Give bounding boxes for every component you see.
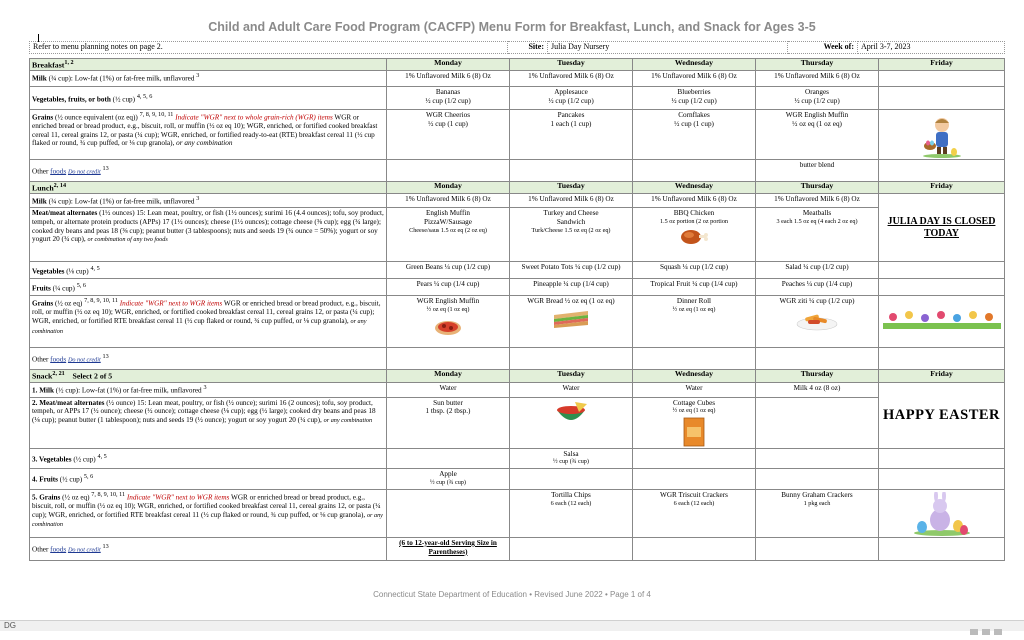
menu-cell[interactable]: [879, 160, 1005, 182]
menu-cell[interactable]: [756, 348, 879, 370]
lunch-grains-row: Grains (½ oz eq) $^{7, 8, 9, 10, 11}$ Indicate "WGR" next to WGR items WGR or enriched bread or bread product, e.g., biscuit, roll, or muffin (½ oz eq 10); WGR, enriched, or fortified cooked breakfast cereal 11, cereal grains 12, or pasta (¼ cup); WGR, enriched, or fortified RTE breakfast cereal 11 (½ cup flaked or round, ¾ cup puffed, or ⅛ cup granola), or any combination WGR English Muffin ½ oz eq (1 oz eq) WGR Bread ½ oz eq (1 oz eq) Dinner Roll ½ oz eq (1 oz eq) WGR ziti ¼ cup (1/2 cup): [30, 296, 1005, 348]
menu-cell[interactable]: [633, 537, 756, 560]
menu-cell[interactable]: Cornflakes ½ cup (1 cup): [633, 110, 756, 160]
menu-cell[interactable]: [879, 382, 1005, 448]
menu-cell[interactable]: [510, 537, 633, 560]
snack-veg-row: 3. Vegetables (½ cup) $^{4, 5}$ Salsa ½ cup (¾ cup): [30, 448, 1005, 468]
menu-cell[interactable]: [387, 448, 510, 468]
serving-size-note: (6 to 12-year-old Serving Size in Parentheses): [387, 537, 510, 560]
day-header: Tuesday: [510, 370, 633, 382]
flowers-clipart: [883, 307, 1001, 329]
menu-cell[interactable]: Oranges ½ cup (1/2 cup): [756, 87, 879, 110]
menu-cell[interactable]: English Muffin PizzaW/Sausage Cheese/saus 1.5 oz eq (2 oz eq): [387, 208, 510, 262]
menu-cell[interactable]: WGR English Muffin ½ oz eq (1 oz eq): [387, 296, 510, 348]
menu-cell[interactable]: [879, 489, 1005, 537]
menu-cell[interactable]: Salad ¼ cup (1/2 cup): [756, 262, 879, 279]
breakfast-title: Breakfast: [32, 60, 65, 70]
menu-table: [29, 58, 1005, 561]
menu-cell[interactable]: [879, 537, 1005, 560]
page-title: Child and Adult Care Food Program (CACFP) Menu Form for Breakfast, Lunch, and Snack for Ages 3-5: [208, 20, 816, 34]
snack-select-note: Select 2 of 5: [72, 371, 113, 381]
menu-cell[interactable]: Tortilla Chips 6 each (12 each): [510, 489, 633, 537]
menu-cell[interactable]: Sweet Potato Tots ¼ cup (1/2 cup): [510, 262, 633, 279]
menu-cell[interactable]: Applesauce ½ cup (1/2 cup): [510, 87, 633, 110]
easter-boy-clipart: [921, 112, 963, 158]
sandwich-clipart: [551, 307, 591, 329]
lunch-fruits-row: Fruits (¼ cup) $^{5, 6}$ Pears ¼ cup (1/4 cup) Pineapple ¼ cup (1/4 cup) Tropical Fruit ¼ cup (1/4 cup) Peaches ¼ cup (1/4 cup): [30, 279, 1005, 296]
breakfast-grains-row: Grains (½ ounce equivalent (oz eq)) $^{7, 8, 9, 10, 11}$ Indicate "WGR" next to whole grain-rich (WGR) items WGR or enriched bread or bread product, e.g., biscuit, roll, or muffin (½ oz eq 10); WGR, enriched, or fortified cooked breakfast cereal 11, cereal grains 12, or pasta (¼ cup); WGR, enriched, or fortified ready-to-eat (RTE) breakfast cereal 11 (½ cup flaked or round, ¾ cup puffed, or ⅛ cup granola), or any combination WGR Cheerios ½ cup (1 cup) Pancakes 1 each (1 cup) Cornflakes ½ cup (1 cup) WGR English Muffin ½ oz eq (1 oz eq): [30, 110, 1005, 160]
week-field[interactable]: April 3-7, 2023: [858, 42, 1005, 54]
lunch-meat-row: Meat/meat alternates (1½ ounces) 15: Lean meat, poultry, or fish (1½ ounces); surimi 16 (4.4 ounces); tofu, soy product, tempeh, or alternate protein products (APPs) 17 (1½ ounces); cheese (1½ ounces); cottage cheese (⅜ cup); egg (¾ large); cooked dry beans and peas 18 (⅜ cup); peanut butter (3 tablespoons); nuts and seeds 19 (¾ ounce = 50%); yogurt or soy yogurt 20 (¾ cup), or combination of any two foods English Muffin PizzaW/Sausage Cheese/saus 1.5 oz eq (2 oz eq) Turkey and Cheese Sandwich Turk/Cheese 1.5 oz eq (2 oz eq) BBQ Chicken 1.5 oz portion (2 oz portion Meatballs 3 each 1.5 oz eq (4 each 2 oz eq): [30, 208, 1005, 262]
menu-cell[interactable]: Meatballs 3 each 1.5 oz eq (4 each 2 oz eq): [756, 208, 879, 262]
menu-cell[interactable]: [510, 160, 633, 182]
menu-cell[interactable]: 1% Unflavored Milk 6 (8) Oz: [387, 194, 510, 208]
closed-notice: JULIA DAY IS CLOSED TODAY: [887, 215, 996, 239]
menu-cell[interactable]: BBQ Chicken 1.5 oz portion (2 oz portion: [633, 208, 756, 262]
menu-cell[interactable]: [387, 489, 510, 537]
lunch-title: Lunch: [32, 183, 54, 193]
chicken-leg-clipart: [679, 228, 709, 246]
view-buttons[interactable]: [966, 622, 1006, 628]
menu-cell[interactable]: 1% Unflavored Milk 6 (8) Oz: [510, 71, 633, 87]
menu-cell[interactable]: [879, 71, 1005, 87]
menu-cell[interactable]: WGR ziti ¼ cup (1/2 cup): [756, 296, 879, 348]
menu-cell[interactable]: [879, 279, 1005, 296]
breakfast-milk-row: Milk (¾ cup): Low-fat (1%) or fat-free milk, unflavored $^3$ 1% Unflavored Milk 6 (8) Oz 1% Unflavored Milk 6 (8) Oz 1% Unflavored Milk 6 (8) Oz 1% Unflavored Milk 6 (8) Oz: [30, 71, 1005, 87]
site-field[interactable]: Julia Day Nursery: [548, 42, 788, 54]
day-header: Wednesday: [633, 182, 756, 194]
menu-cell[interactable]: Water: [633, 382, 756, 397]
menu-cell[interactable]: [633, 348, 756, 370]
menu-cell[interactable]: Pears ¼ cup (1/4 cup): [387, 279, 510, 296]
menu-note: Refer to menu planning notes on page 2.: [30, 42, 508, 54]
menu-cell[interactable]: Green Beans ¼ cup (1/2 cup): [387, 262, 510, 279]
menu-cell[interactable]: [633, 468, 756, 489]
menu-cell[interactable]: Cottage Cubes ½ oz eq (1 oz eq): [633, 397, 756, 448]
day-header: Thursday: [756, 182, 879, 194]
menu-cell[interactable]: Bunny Graham Crackers 1 pkg each: [756, 489, 879, 537]
menu-cell[interactable]: Blueberries ½ cup (1/2 cup): [633, 87, 756, 110]
menu-cell[interactable]: [879, 262, 1005, 279]
menu-cell[interactable]: [633, 160, 756, 182]
menu-cell[interactable]: 1% Unflavored Milk 6 (8) Oz: [510, 194, 633, 208]
salsa-chips-clipart: [551, 400, 591, 430]
snack-meat-row: 2. Meat/meat alternates (½ ounce) 15: Lean meat, poultry, or fish (½ ounce); surimi 16 (2 ounces); tofu, soy product, tempeh, or APPs 17 (½ ounce); cheese (½ ounce); cottage cheese (⅛ cup); egg (½ large); cooked dry beans and peas 18 (⅛ cup); peanut butter (1 tablespoon); nuts and seeds 19 (½ ounce); yogurt or soy yogurt 20 (¼ cup), or any combination Sun butter 1 tbsp. (2 tbsp.) Cottage Cubes ½ oz eq (1 oz eq): [30, 397, 1005, 448]
menu-cell[interactable]: [510, 468, 633, 489]
day-header: Wednesday: [633, 370, 756, 382]
menu-cell[interactable]: 1% Unflavored Milk 6 (8) Oz: [756, 71, 879, 87]
menu-cell[interactable]: [879, 448, 1005, 468]
menu-cell[interactable]: [879, 348, 1005, 370]
page-footer: Connecticut State Department of Education • Revised June 2022 • Page 1 of 4: [373, 590, 651, 599]
menu-cell[interactable]: [510, 348, 633, 370]
day-header: Thursday: [756, 370, 879, 382]
day-header: Wednesday: [633, 59, 756, 71]
menu-cell[interactable]: [510, 397, 633, 448]
menu-cell[interactable]: [633, 448, 756, 468]
menu-cell[interactable]: Squash ¼ cup (1/2 cup): [633, 262, 756, 279]
menu-cell[interactable]: Pineapple ¼ cup (1/4 cup): [510, 279, 633, 296]
cracker-box-clipart: [683, 417, 705, 447]
day-header: Friday: [879, 182, 1005, 194]
site-label: Site:: [508, 42, 548, 54]
day-header: Tuesday: [510, 59, 633, 71]
menu-cell[interactable]: [756, 468, 879, 489]
menu-cell[interactable]: 1% Unflavored Milk 6 (8) Oz: [756, 194, 879, 208]
menu-cell[interactable]: [879, 468, 1005, 489]
day-header: Monday: [387, 59, 510, 71]
snack-milk-row: 1. Milk (½ cup): Low-fat (1%) or fat-free milk, unflavored $^3$ Water Water Water Milk 4 oz (8 oz) HAPPY EASTER: [30, 382, 1005, 397]
menu-cell[interactable]: Peaches ¼ cup (1/4 cup): [756, 279, 879, 296]
menu-cell[interactable]: [756, 537, 879, 560]
menu-cell[interactable]: Bananas ½ cup (1/2 cup): [387, 87, 510, 110]
menu-cell[interactable]: [756, 397, 879, 448]
menu-cell[interactable]: 1% Unflavored Milk 6 (8) Oz: [633, 71, 756, 87]
menu-cell[interactable]: [879, 296, 1005, 348]
menu-cell[interactable]: [879, 87, 1005, 110]
breakfast-veg-row: Vegetables, fruits, or both (½ cup) $^{4, 5, 6}$ Bananas ½ cup (1/2 cup) Applesauce ½ cup (1/2 cup) Blueberries ½ cup (1/2 cup) Oranges ½ cup (1/2 cup): [30, 87, 1005, 110]
menu-cell[interactable]: WGR Triscuit Crackers 6 each (12 each): [633, 489, 756, 537]
snack-title: Snack: [32, 371, 53, 381]
menu-cell[interactable]: 1% Unflavored Milk 6 (8) Oz: [633, 194, 756, 208]
menu-cell[interactable]: Milk 4 oz (8 oz): [756, 382, 879, 397]
menu-cell[interactable]: Apple ½ cup (¾ cup): [387, 468, 510, 489]
menu-cell[interactable]: Water: [510, 382, 633, 397]
header-table: [29, 41, 1005, 54]
snack-fruits-row: 4. Fruits (½ cup) $^{5, 6}$ Apple ½ cup (¾ cup): [30, 468, 1005, 489]
day-header: Friday: [879, 370, 1005, 382]
pasta-clipart: [795, 307, 839, 331]
menu-cell[interactable]: Turkey and Cheese Sandwich Turk/Cheese 1.5 oz eq (2 oz eq): [510, 208, 633, 262]
menu-cell[interactable]: butter blend: [756, 160, 879, 182]
menu-cell[interactable]: Salsa ½ cup (¾ cup): [510, 448, 633, 468]
menu-cell[interactable]: Tropical Fruit ¼ cup (1/4 cup): [633, 279, 756, 296]
day-header: Monday: [387, 182, 510, 194]
week-label: Week of:: [788, 42, 858, 54]
happy-easter-text: HAPPY EASTER: [882, 407, 1001, 424]
menu-cell[interactable]: Dinner Roll ½ oz eq (1 oz eq): [633, 296, 756, 348]
day-header: Monday: [387, 370, 510, 382]
breakfast-other-row: Other foods Do not credit $^{13}$ butter blend: [30, 160, 1005, 182]
easter-bunny-clipart: [912, 492, 972, 536]
snack-header-row: Snack$^{2, 21}$ Select 2 of 5 Monday Tuesday Wednesday Thursday Friday: [30, 370, 1005, 382]
breakfast-header-row: Breakfast$^{1, 2}$ Monday Tuesday Wednesday Thursday Friday: [30, 59, 1005, 71]
day-header: Friday: [879, 59, 1005, 71]
menu-cell[interactable]: [756, 448, 879, 468]
menu-cell[interactable]: WGR Bread ½ oz eq (1 oz eq): [510, 296, 633, 348]
snack-grains-row: 5. Grains (½ oz eq) $^{7, 8, 9, 10, 11}$ Indicate "WGR" next to WGR items WGR or enriched bread or bread product, e.g., biscuit, roll, or muffin (½ oz eq 10); WGR, enriched, or fortified cooked breakfast cereal 11, cereal grains 12, or pasta (¼ cup); WGR, enriched, or fortified RTE breakfast cereal 11 (½ cup flaked or round, ¾ cup puffed, or ⅛ cup granola), or any combination Tortilla Chips 6 each (12 each) WGR Triscuit Crackers 6 each (12 each) Bunny Graham Crackers 1 pkg each: [30, 489, 1005, 537]
menu-cell[interactable]: Sun butter 1 tbsp. (2 tbsp.): [387, 397, 510, 448]
menu-cell[interactable]: 1% Unflavored Milk 6 (8) Oz: [387, 71, 510, 87]
day-header: Thursday: [756, 59, 879, 71]
day-header: Tuesday: [510, 182, 633, 194]
lunch-header-row: Lunch$^{2, 14}$ Monday Tuesday Wednesday Thursday Friday: [30, 182, 1005, 194]
status-bar: [0, 620, 1024, 631]
lunch-milk-row: Milk (¾ cup): Low-fat (1%) or fat-free milk, unflavored $^3$ 1% Unflavored Milk 6 (8) Oz 1% Unflavored Milk 6 (8) Oz 1% Unflavored Milk 6 (8) Oz 1% Unflavored Milk 6 (8) Oz JULIA DAY IS CLOSED TODAY: [30, 194, 1005, 208]
lunch-other-row: Other foods Do not credit $^{13}$: [30, 348, 1005, 370]
status-bar-left: DG: [4, 621, 16, 630]
menu-cell[interactable]: Pancakes 1 each (1 cup): [510, 110, 633, 160]
menu-cell[interactable]: [879, 110, 1005, 160]
menu-cell[interactable]: [879, 194, 1005, 262]
menu-cell[interactable]: [387, 348, 510, 370]
snack-other-row: Other foods Do not credit $^{13}$ (6 to 12-year-old Serving Size in Parentheses): [30, 537, 1005, 560]
lunch-veg-row: Vegetables (⅛ cup) $^{4, 5}$ Green Beans ¼ cup (1/2 cup) Sweet Potato Tots ¼ cup (1/2 cup) Squash ¼ cup (1/2 cup) Salad ¼ cup (1/2 cup): [30, 262, 1005, 279]
menu-cell[interactable]: Water: [387, 382, 510, 397]
menu-cell[interactable]: [387, 160, 510, 182]
menu-cell[interactable]: WGR English Muffin ½ oz eq (1 oz eq): [756, 110, 879, 160]
pizza-muffin-clipart: [433, 316, 463, 336]
menu-cell[interactable]: WGR Cheerios ½ cup (1 cup): [387, 110, 510, 160]
